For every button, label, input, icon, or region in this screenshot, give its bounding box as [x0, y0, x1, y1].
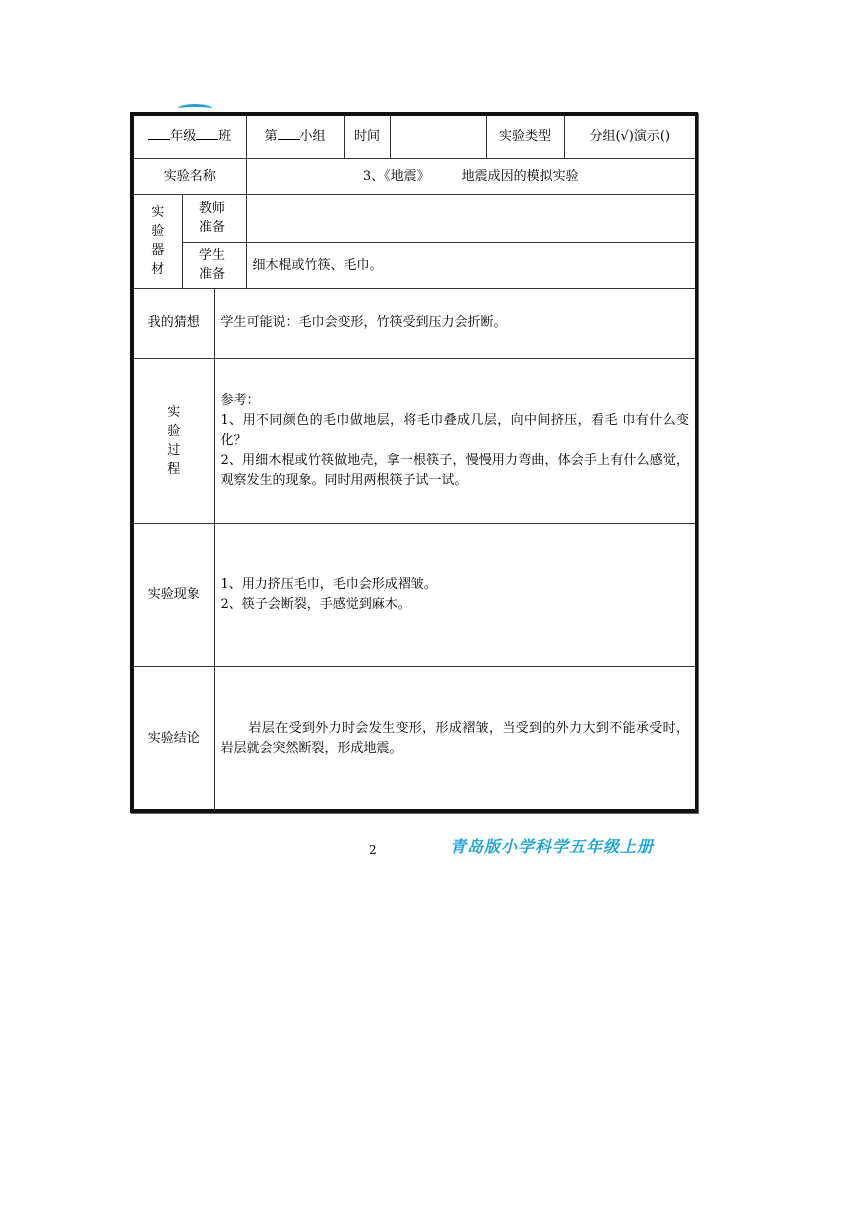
- process-line-1: 参考：: [220, 392, 260, 408]
- phenomenon-row: [134, 523, 695, 666]
- teacher-prep-value[interactable]: [246, 194, 695, 242]
- student-label-line-1: 学生: [199, 248, 226, 263]
- lesson-title: 3、《地震》: [362, 168, 430, 184]
- conclusion-label: 实验结论: [134, 666, 214, 811]
- guess-value: 学生可能说：毛巾会变形，竹筷受到压力会折断。: [214, 288, 695, 358]
- process-row: [134, 358, 695, 523]
- process-char-4: 程: [167, 461, 181, 477]
- publisher-watermark: 青岛版小学科学五年级上册: [450, 837, 655, 856]
- experiment-name-row: [134, 158, 695, 194]
- experiment-title: 地震成因的模拟实验: [461, 168, 579, 184]
- materials-char-4: 材: [151, 262, 165, 277]
- process-char-3: 过: [167, 442, 181, 458]
- type-label: 实验类型: [486, 116, 564, 158]
- phenomenon-label: 实验现象: [134, 523, 214, 666]
- group-suffix: 小组: [299, 129, 326, 145]
- conclusion-row: [134, 666, 695, 811]
- grade-blank[interactable]: [148, 127, 170, 140]
- process-char-1: 实: [167, 404, 181, 420]
- record-table: [134, 116, 695, 289]
- time-label: 时间: [344, 116, 390, 158]
- grade-label: 年级: [170, 129, 197, 145]
- materials-char-3: 器: [151, 243, 165, 258]
- phenomenon-line-1: 1、用力挤压毛巾，毛巾会形成褶皱。: [220, 576, 437, 592]
- process-line-2: 1、用不同颜色的毛巾做地层，将毛巾叠成几层，向中间挤压，看毛 巾有什么变化？: [220, 412, 689, 448]
- student-label-line-2: 准备: [199, 267, 226, 282]
- phenomenon-line-2: 2、筷子会断裂，手感觉到麻木。: [220, 596, 411, 612]
- experiment-name-label: 实验名称: [134, 158, 246, 194]
- group-cell: [246, 116, 344, 158]
- materials-char-1: 实: [151, 205, 165, 220]
- experiment-record-sheet: [130, 112, 698, 813]
- experiment-name-value: [246, 158, 695, 194]
- teacher-prep-label: [182, 194, 246, 242]
- header-row: [134, 116, 695, 158]
- student-prep-label: [182, 242, 246, 288]
- conclusion-content: [214, 666, 695, 811]
- guess-label: 我的猜想: [134, 288, 214, 358]
- student-materials-row: [134, 242, 695, 288]
- process-content: [214, 358, 695, 523]
- grade-class-cell: [134, 116, 246, 158]
- teacher-materials-row: [134, 194, 695, 242]
- student-prep-value: 细木棍或竹筷、毛巾。: [246, 242, 695, 288]
- process-char-2: 验: [167, 423, 181, 439]
- class-label: 班: [218, 129, 232, 145]
- teacher-label-line-2: 准备: [199, 220, 226, 235]
- class-blank[interactable]: [196, 127, 218, 140]
- record-table-lower: [134, 288, 695, 811]
- group-prefix: 第: [264, 129, 278, 145]
- conclusion-text: 岩层在受到外力时会发生变形，形成褶皱，当受到的外力大到不能承受时，岩层就会突然断裂，形成地震。: [220, 720, 689, 756]
- teacher-label-line-1: 教师: [199, 201, 226, 216]
- type-value: 分组(√)演示(): [564, 116, 695, 158]
- guess-row: [134, 288, 695, 358]
- process-line-3: 2、用细木棍或竹筷做地壳，拿一根筷子，慢慢用力弯曲，体会手上有什么感觉，观察发生的现象。同时用两根筷子试一试。: [220, 452, 689, 488]
- materials-section-label: [134, 194, 182, 288]
- phenomenon-content: [214, 523, 695, 666]
- page-number: 2: [369, 843, 377, 857]
- time-value[interactable]: [390, 116, 486, 158]
- process-label: [134, 358, 214, 523]
- materials-char-2: 验: [151, 224, 165, 239]
- group-blank[interactable]: [278, 127, 300, 140]
